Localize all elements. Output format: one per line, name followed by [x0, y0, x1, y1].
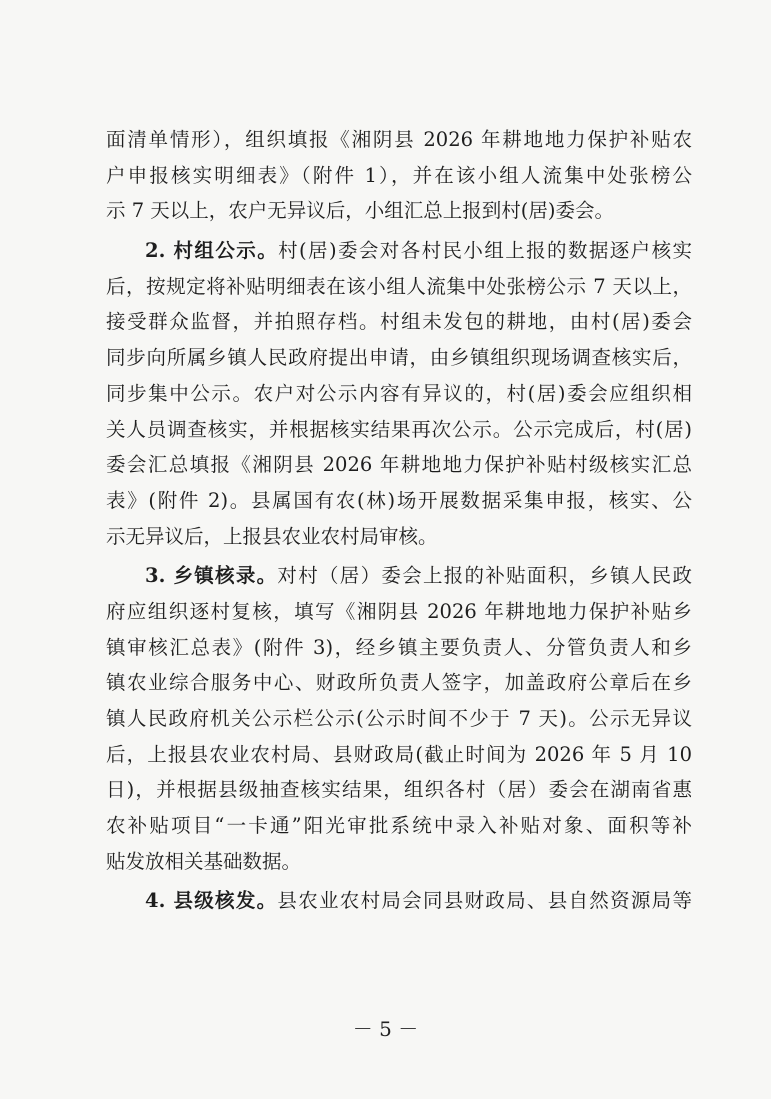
line-text: 镇农业综合服务中心、财政所负责人签字，加盖政府公章后在乡: [106, 671, 692, 695]
line-text: 示 7 天以上，农户无异议后，小组汇总上报到村(居)委会。: [106, 199, 615, 223]
text-line: [106, 122, 692, 158]
line-text: 后，按规定将补贴明细表在该小组人流集中处张榜公示 7 天以上，: [106, 274, 692, 298]
line-text: 面清单情形），组织填报《湘阴县 2026 年耕地地力保护补贴农: [106, 128, 692, 151]
line-text: 县农业农村局会同县财政局、县自然资源局等: [277, 889, 692, 913]
line-text: 后，上报县农业农村局、县财政局(截止时间为 2026 年 5 月 10: [106, 742, 692, 766]
text-line: [106, 304, 692, 340]
line-text: 镇审核汇总表》(附件 3)，经乡镇主要负责人、分管负责人和乡: [106, 635, 692, 659]
paragraph-first-line: [106, 233, 692, 269]
line-text: 农补贴项目“一卡通”阳光审批系统中录入补贴对象、面积等补: [106, 814, 692, 838]
line-text: 贴发放相关基础数据。: [106, 849, 302, 873]
section-heading: 2. 村组公示。: [145, 239, 279, 263]
text-line: [106, 269, 692, 305]
text-line: [106, 447, 692, 483]
text-line: [106, 158, 692, 194]
line-text: 委会汇总填报《湘阴县 2026 年耕地地力保护补贴村级核实汇总: [106, 453, 692, 477]
paragraph-first-line: [106, 883, 692, 919]
text-line: [106, 808, 692, 844]
line-text: 同步向所属乡镇人民政府提出申请，由乡镇组织现场调查核实后，: [106, 346, 692, 370]
line-text: 表》(附件 2)。县属国有农(林)场开展数据采集申报，核实、公: [106, 488, 692, 512]
text-line: [106, 340, 692, 376]
text-line: [106, 630, 692, 666]
line-text: 同步集中公示。农户对公示内容有异议的，村(居)委会应组织相: [106, 381, 692, 405]
text-line: [106, 376, 692, 412]
text-line: [106, 193, 692, 229]
text-line: [106, 737, 692, 773]
line-text: 镇人民政府机关公示栏公示(公示时间不少于 7 天)。公示无异议: [106, 707, 692, 730]
line-text: 关人员调查核实，并根据核实结果再次公示。公示完成后，村(居): [106, 417, 692, 441]
line-text: 府应组织逐村复核，填写《湘阴县 2026 年耕地地力保护补贴乡: [106, 599, 692, 623]
document-body: [106, 122, 692, 919]
text-line: [106, 594, 692, 630]
section-heading: 4. 县级核发。: [145, 889, 278, 913]
section-heading: 3. 乡镇核录。: [145, 564, 278, 588]
text-line: [106, 665, 692, 701]
text-line: [106, 844, 692, 880]
text-line: [106, 701, 692, 737]
paragraph-first-line: [106, 558, 692, 594]
text-line: [106, 483, 692, 519]
line-text: 对村（居）委会上报的补贴面积，乡镇人民政: [277, 564, 692, 588]
text-line: [106, 519, 692, 555]
line-text: 日)，并根据县级抽查核实结果，组织各村（居）委会在湖南省惠: [106, 778, 692, 802]
line-text: 接受群众监督，并拍照存档。村组未发包的耕地，由村(居)委会: [106, 310, 692, 334]
line-text: 村(居)委会对各村民小组上报的数据逐户核实: [278, 239, 692, 263]
page-number: － 5 －: [352, 1017, 419, 1041]
line-text: 示无异议后，上报县农业农村局审核。: [106, 524, 438, 548]
text-line: [106, 412, 692, 448]
text-line: [106, 772, 692, 808]
line-text: 户申报核实明细表》（附件 1），并在该小组人流集中处张榜公: [106, 163, 692, 187]
